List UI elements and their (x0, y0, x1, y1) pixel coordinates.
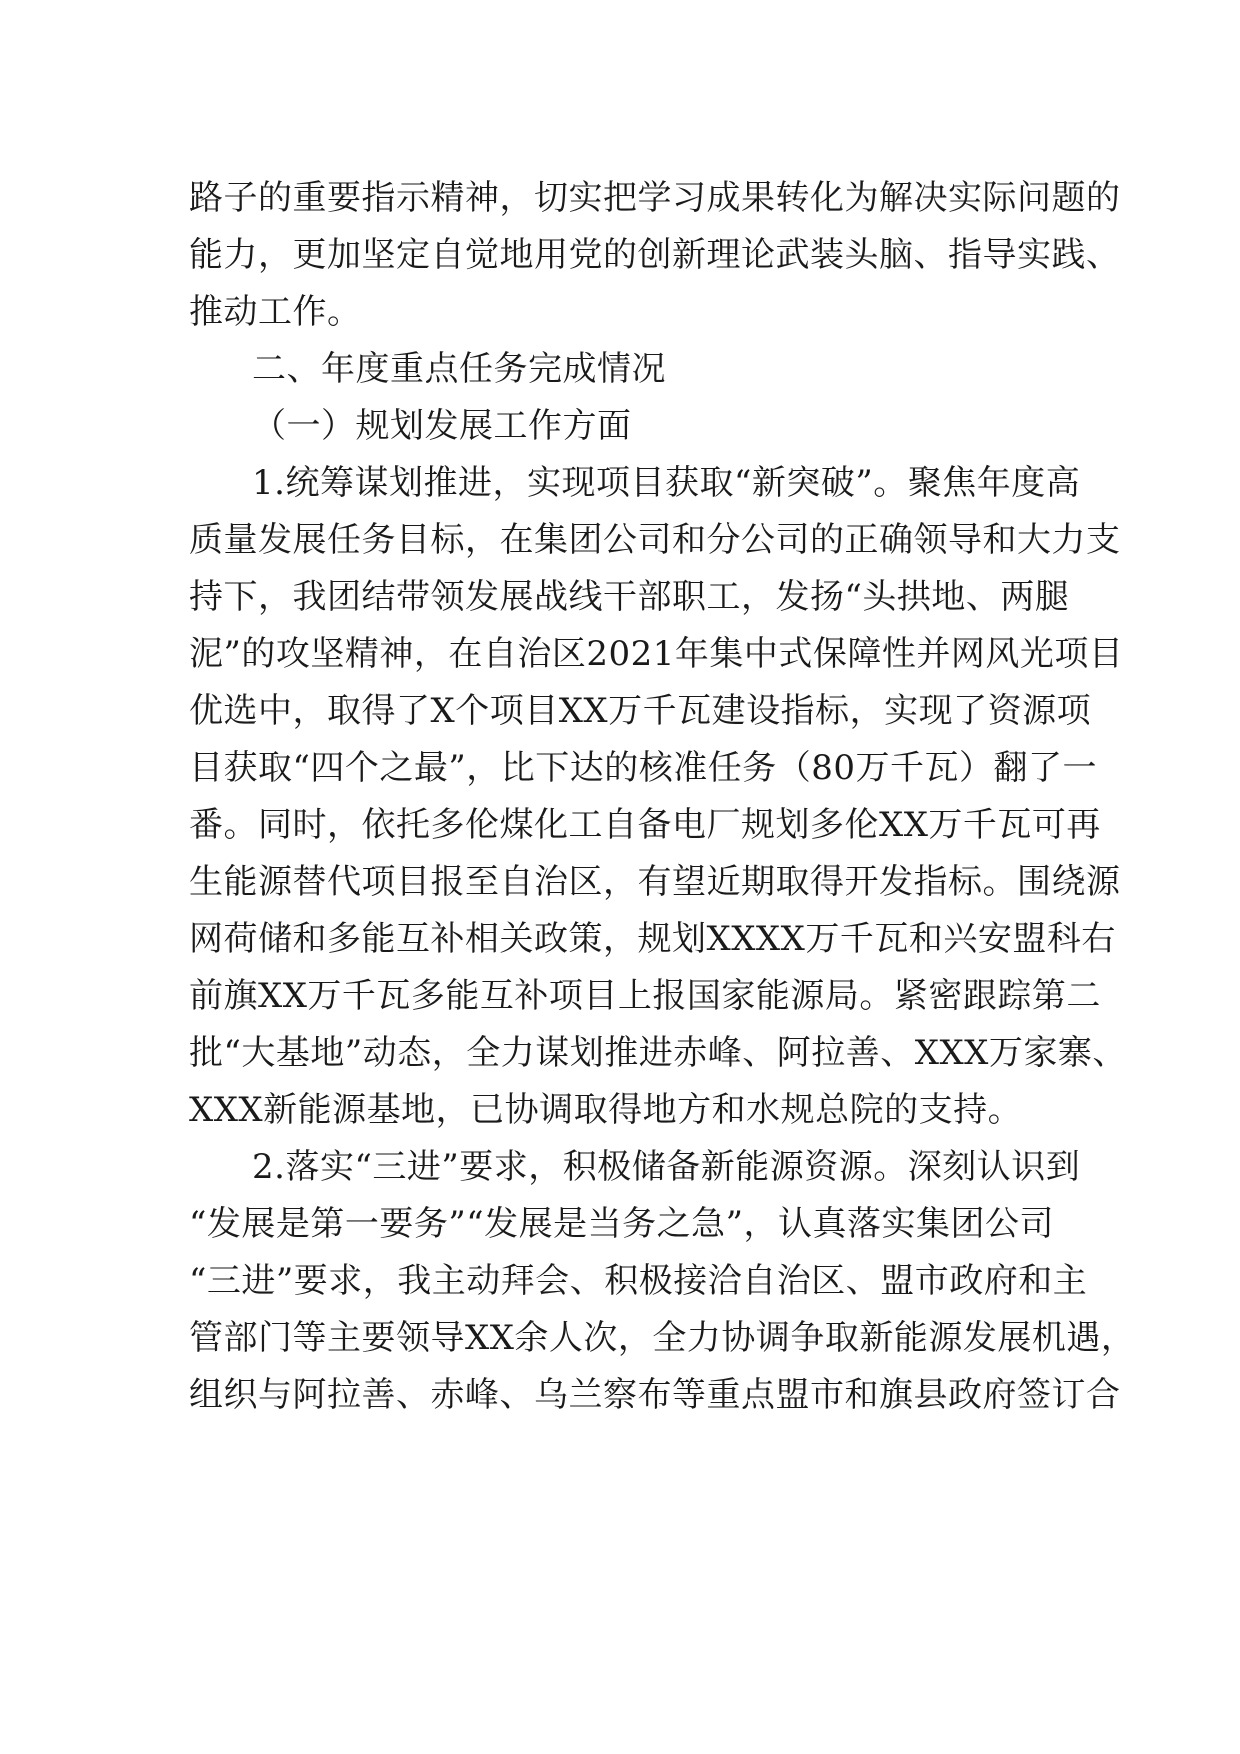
body-text-line: 批“大基地”动态，全力谋划推进赤峰、阿拉善、XXX万家寨、 (189, 1033, 1127, 1073)
body-text-line: 优选中，取得了X个项目XX万千瓦建设指标，实现了资源项 (189, 691, 1092, 731)
body-text-line: 泥”的攻坚精神，在自治区2021年集中式保障性并网风光项目 (189, 634, 1124, 674)
body-text-line: 组织与阿拉善、赤峰、乌兰察布等重点盟市和旗县政府签订合 (189, 1375, 1121, 1415)
body-text-line: 路子的重要指示精神，切实把学习成果转化为解决实际问题的 (189, 178, 1121, 218)
body-text-line: 前旗XX万千瓦多能互补项目上报国家能源局。紧密跟踪第二 (189, 976, 1101, 1016)
body-text-line: 番。同时，依托多伦煤化工自备电厂规划多伦XX万千瓦可再 (189, 805, 1101, 845)
body-text-line: 目获取“四个之最”，比下达的核准任务（80万千瓦）翻了一 (189, 748, 1098, 788)
body-text-line: 生能源替代项目报至自治区，有望近期取得开发指标。围绕源 (189, 862, 1121, 902)
body-text-line: 质量发展任务目标，在集团公司和分公司的正确领导和大力支 (189, 520, 1121, 560)
subsection-heading: （一）规划发展工作方面 (252, 406, 632, 446)
body-text-line: 持下，我团结带领发展战线干部职工，发扬“头拱地、两腿 (189, 577, 1070, 617)
body-text-line: XXX新能源基地，已协调取得地方和水规总院的支持。 (189, 1090, 1023, 1130)
body-text-line: 推动工作。 (189, 292, 362, 332)
body-text-line: 网荷储和多能互补相关政策，规划XXXX万千瓦和兴安盟科右 (189, 919, 1116, 959)
body-text-line: “三进”要求，我主动拜会、积极接洽自治区、盟市政府和主 (189, 1261, 1088, 1301)
paragraph-first-line: 1.统筹谋划推进，实现项目获取“新突破”。聚焦年度高 (252, 463, 1081, 503)
paragraph-first-line: 2.落实“三进”要求，积极储备新能源资源。深刻认识到 (252, 1147, 1081, 1187)
body-text-line: 管部门等主要领导XX余人次，全力协调争取新能源发展机遇， (189, 1318, 1136, 1358)
body-text-line: “发展是第一要务”“发展是当务之急”，认真落实集团公司 (189, 1204, 1055, 1244)
body-text-line: 能力，更加坚定自觉地用党的创新理论武装头脑、指导实践、 (189, 235, 1121, 275)
section-heading: 二、年度重点任务完成情况 (252, 349, 666, 389)
